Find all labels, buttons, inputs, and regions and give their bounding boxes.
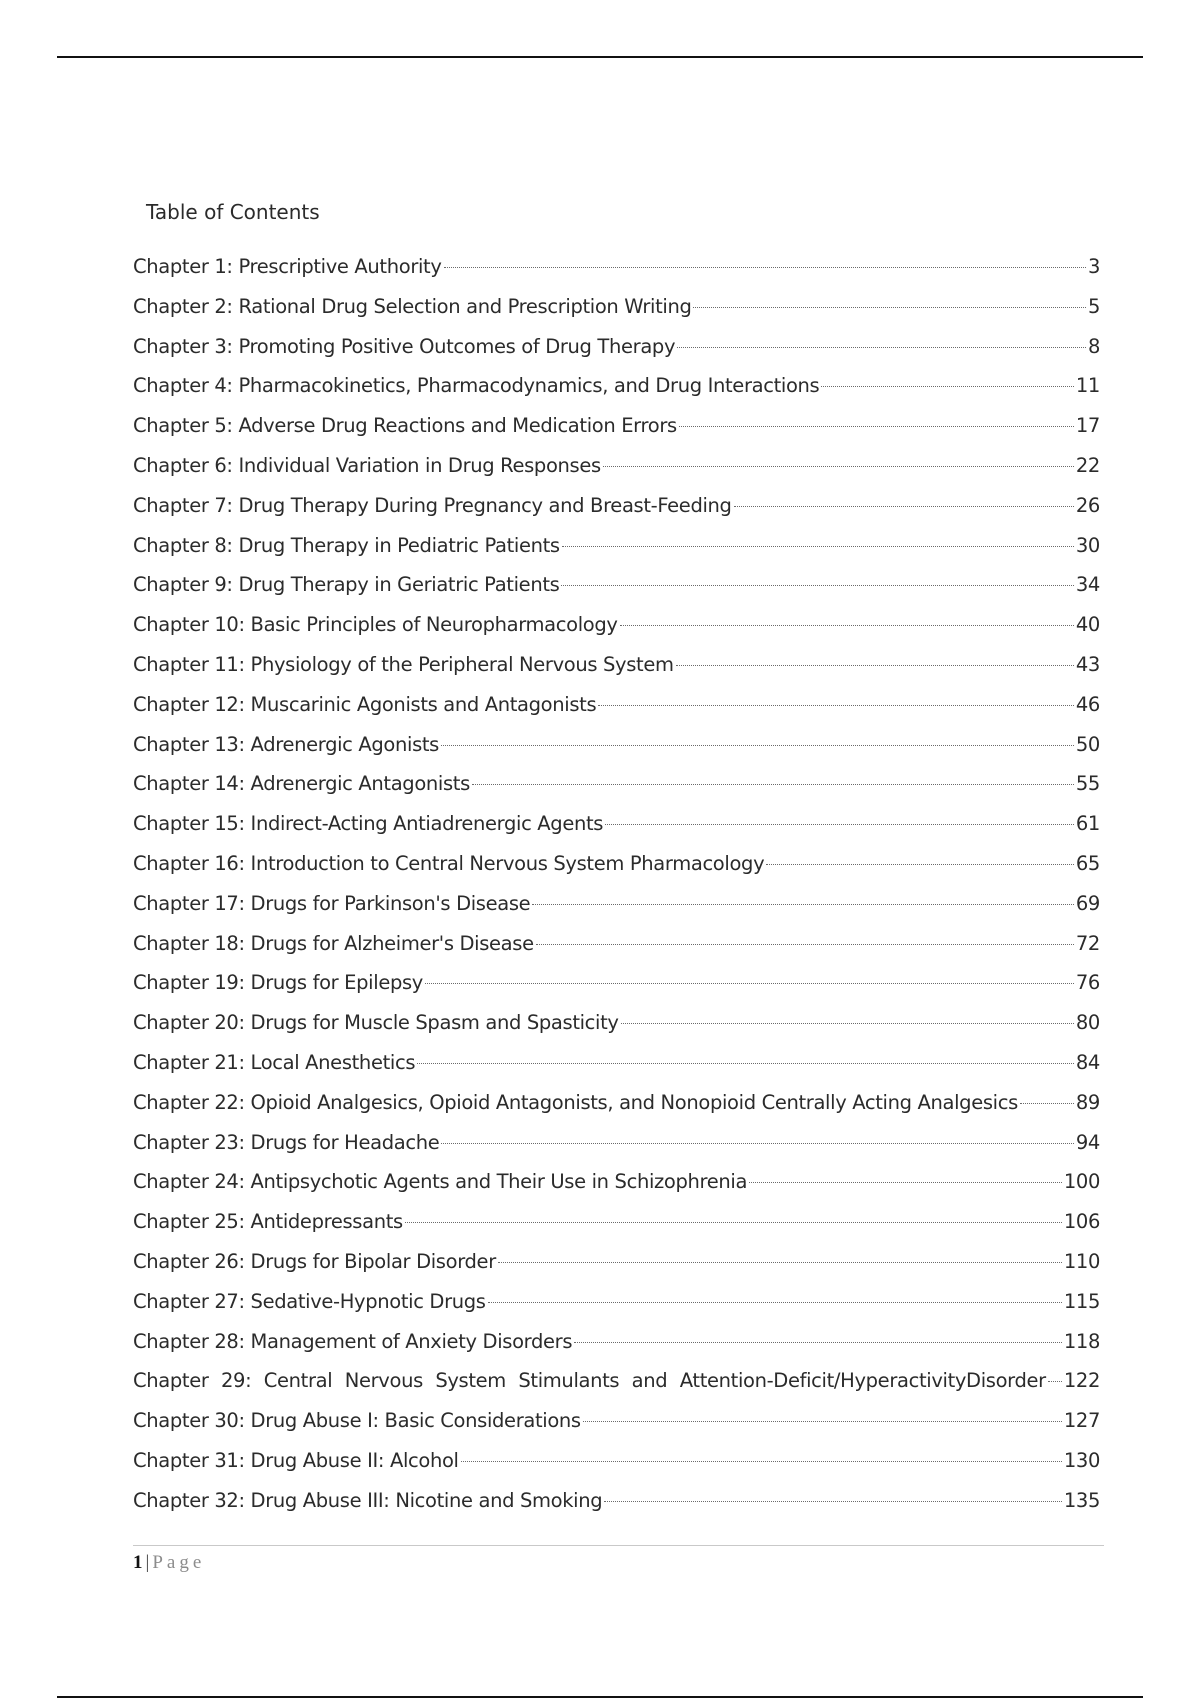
toc-entry-leader bbox=[441, 745, 1074, 746]
footer-page-number: 1 bbox=[133, 1552, 143, 1573]
toc-entry[interactable] bbox=[133, 810, 1100, 850]
toc-entry-label: Chapter 2: Rational Drug Selection and Prescription Writing bbox=[133, 294, 692, 318]
toc-entry-label: Chapter 29: Central Nervous System Stimulants and Attention-Deficit/HyperactivityDisorder bbox=[133, 1369, 1046, 1393]
toc-entry[interactable] bbox=[133, 253, 1100, 293]
toc-entry-page: 65 bbox=[1075, 851, 1100, 875]
toc-entry[interactable] bbox=[133, 611, 1100, 651]
toc-entry-page: 30 bbox=[1075, 533, 1100, 557]
toc-entry[interactable] bbox=[133, 333, 1100, 373]
toc-entry-label: Chapter 13: Adrenergic Agonists bbox=[133, 732, 439, 756]
toc-entry[interactable] bbox=[133, 890, 1100, 930]
toc-entry[interactable] bbox=[133, 969, 1100, 1009]
toc-entry-label: Chapter 11: Physiology of the Peripheral Nervous System bbox=[133, 652, 674, 676]
toc-entry-label: Chapter 25: Antidepressants bbox=[133, 1210, 403, 1234]
toc-entry-leader bbox=[693, 307, 1085, 308]
toc-entry-leader bbox=[488, 1302, 1062, 1303]
toc-entry-label: Chapter 4: Pharmacokinetics, Pharmacodynamics, and Drug Interactions bbox=[133, 374, 820, 398]
toc-entry-label: Chapter 5: Adverse Drug Reactions and Medication Errors bbox=[133, 414, 677, 438]
toc-entry-leader bbox=[676, 665, 1074, 666]
toc-entry-label: Chapter 22: Opioid Analgesics, Opioid Antagonists, and Nonopioid Centrally Acting Analgesics bbox=[133, 1090, 1018, 1114]
toc-entry-leader bbox=[734, 506, 1074, 507]
toc-entry[interactable] bbox=[133, 731, 1100, 771]
toc-entry[interactable] bbox=[133, 1367, 1100, 1407]
toc-entry-page: 118 bbox=[1063, 1329, 1100, 1353]
toc-entry-leader bbox=[1048, 1381, 1062, 1382]
toc-entry[interactable] bbox=[133, 1407, 1100, 1447]
toc-entry-page: 94 bbox=[1075, 1130, 1100, 1154]
toc-entry-leader bbox=[532, 904, 1074, 905]
toc-entry-page: 17 bbox=[1075, 414, 1100, 438]
header-rule bbox=[57, 56, 1143, 58]
toc-entry[interactable] bbox=[133, 691, 1100, 731]
toc-entry-leader bbox=[621, 1023, 1074, 1024]
toc-entry-leader bbox=[425, 983, 1074, 984]
toc-entry-leader bbox=[472, 784, 1074, 785]
toc-entry-label: Chapter 32: Drug Abuse III: Nicotine and Smoking bbox=[133, 1488, 603, 1512]
toc-entry-leader bbox=[677, 347, 1086, 348]
toc-entry[interactable] bbox=[133, 571, 1100, 611]
toc-entry-leader bbox=[749, 1182, 1062, 1183]
toc-entry-label: Chapter 3: Promoting Positive Outcomes of Drug Therapy bbox=[133, 334, 676, 358]
footer-page-word: Page bbox=[152, 1552, 206, 1573]
toc-entry-leader bbox=[620, 625, 1074, 626]
toc-entry[interactable] bbox=[133, 372, 1100, 412]
toc-entry-label: Chapter 18: Drugs for Alzheimer's Disease bbox=[133, 931, 534, 955]
toc-entry-label: Chapter 17: Drugs for Parkinson's Disease bbox=[133, 891, 531, 915]
toc-entry-leader bbox=[498, 1262, 1062, 1263]
toc-entry-leader bbox=[679, 426, 1074, 427]
toc-entry-label: Chapter 8: Drug Therapy in Pediatric Patients bbox=[133, 533, 560, 557]
toc-entry-page: 106 bbox=[1063, 1210, 1100, 1234]
toc-entry-leader bbox=[821, 386, 1074, 387]
toc-entry-page: 61 bbox=[1075, 812, 1100, 836]
toc-entry-leader bbox=[461, 1461, 1062, 1462]
toc-entry[interactable] bbox=[133, 850, 1100, 890]
toc-entry-page: 89 bbox=[1075, 1090, 1100, 1114]
toc-entry[interactable] bbox=[133, 1129, 1100, 1169]
toc-entry-page: 110 bbox=[1063, 1249, 1100, 1273]
toc-entry-page: 127 bbox=[1063, 1409, 1100, 1433]
toc-entry[interactable] bbox=[133, 1208, 1100, 1248]
toc-entry-label: Chapter 9: Drug Therapy in Geriatric Patients bbox=[133, 573, 560, 597]
toc-entry-page: 76 bbox=[1075, 971, 1100, 995]
toc-entry-leader bbox=[583, 1421, 1062, 1422]
toc-entry[interactable] bbox=[133, 1328, 1100, 1368]
toc-list bbox=[133, 253, 1100, 1527]
toc-entry-leader bbox=[604, 1501, 1062, 1502]
toc-entry-leader bbox=[536, 944, 1074, 945]
toc-entry-label: Chapter 14: Adrenergic Antagonists bbox=[133, 772, 470, 796]
toc-entry-page: 26 bbox=[1075, 493, 1100, 517]
toc-entry-leader bbox=[444, 267, 1086, 268]
toc-entry[interactable] bbox=[133, 1049, 1100, 1089]
toc-entry[interactable] bbox=[133, 532, 1100, 572]
toc-entry-label: Chapter 27: Sedative-Hypnotic Drugs bbox=[133, 1289, 486, 1313]
toc-entry[interactable] bbox=[133, 452, 1100, 492]
toc-entry-page: 43 bbox=[1075, 652, 1100, 676]
toc-entry-page: 50 bbox=[1075, 732, 1100, 756]
toc-entry-label: Chapter 26: Drugs for Bipolar Disorder bbox=[133, 1249, 496, 1273]
toc-entry-leader bbox=[603, 466, 1074, 467]
toc-entry[interactable] bbox=[133, 770, 1100, 810]
toc-entry-leader bbox=[1020, 1103, 1074, 1104]
toc-entry-page: 22 bbox=[1075, 453, 1100, 477]
toc-entry-page: 130 bbox=[1063, 1448, 1100, 1472]
toc-entry-page: 84 bbox=[1075, 1050, 1100, 1074]
toc-entry[interactable] bbox=[133, 1168, 1100, 1208]
bottom-rule bbox=[57, 1696, 1143, 1698]
toc-entry-label: Chapter 21: Local Anesthetics bbox=[133, 1050, 416, 1074]
toc-entry-label: Chapter 1: Prescriptive Authority bbox=[133, 255, 442, 278]
toc-entry[interactable] bbox=[133, 1447, 1100, 1487]
toc-entry-label: Chapter 28: Management of Anxiety Disorders bbox=[133, 1329, 573, 1353]
toc-entry[interactable] bbox=[133, 930, 1100, 970]
footer-separator: | bbox=[145, 1552, 150, 1573]
toc-entry-page: 80 bbox=[1075, 1011, 1100, 1035]
toc-entry-label: Chapter 15: Indirect-Acting Antiadrenergic Agents bbox=[133, 812, 604, 836]
toc-entry-leader bbox=[561, 585, 1073, 586]
toc-entry[interactable] bbox=[133, 1288, 1100, 1328]
toc-entry-leader bbox=[417, 1063, 1074, 1064]
toc-entry-label: Chapter 16: Introduction to Central Nervous System Pharmacology bbox=[133, 851, 765, 875]
toc-entry-page: 115 bbox=[1063, 1289, 1100, 1313]
page-footer bbox=[133, 1550, 205, 1576]
toc-entry-page: 46 bbox=[1075, 692, 1100, 716]
toc-entry[interactable] bbox=[133, 492, 1100, 532]
toc-entry-page: 3 bbox=[1087, 255, 1100, 278]
toc-entry-label: Chapter 10: Basic Principles of Neuropharmacology bbox=[133, 613, 618, 637]
toc-entry[interactable] bbox=[133, 412, 1100, 452]
toc-entry-label: Chapter 23: Drugs for Headache bbox=[133, 1130, 440, 1154]
toc-entry-leader bbox=[405, 1222, 1062, 1223]
toc-entry-label: Chapter 12: Muscarinic Agonists and Antagonists bbox=[133, 692, 597, 716]
toc-title: Table of Contents bbox=[146, 200, 320, 224]
toc-entry[interactable] bbox=[133, 1248, 1100, 1288]
toc-entry-leader bbox=[441, 1143, 1073, 1144]
toc-entry-page: 100 bbox=[1063, 1170, 1100, 1194]
toc-entry-leader bbox=[562, 546, 1074, 547]
toc-entry-page: 69 bbox=[1075, 891, 1100, 915]
toc-entry-leader bbox=[605, 824, 1074, 825]
toc-entry-page: 8 bbox=[1087, 334, 1100, 358]
toc-entry-leader bbox=[766, 864, 1074, 865]
toc-entry-leader bbox=[598, 705, 1074, 706]
toc-entry-label: Chapter 24: Antipsychotic Agents and Their Use in Schizophrenia bbox=[133, 1170, 748, 1194]
toc-entry-leader bbox=[574, 1342, 1062, 1343]
toc-entry-label: Chapter 19: Drugs for Epilepsy bbox=[133, 971, 423, 995]
toc-entry[interactable] bbox=[133, 293, 1100, 333]
toc-entry-page: 55 bbox=[1075, 772, 1100, 796]
toc-entry-label: Chapter 20: Drugs for Muscle Spasm and Spasticity bbox=[133, 1011, 619, 1035]
toc-entry[interactable] bbox=[133, 1487, 1100, 1527]
toc-entry-page: 135 bbox=[1063, 1488, 1100, 1512]
toc-entry-page: 5 bbox=[1087, 294, 1100, 318]
toc-entry-label: Chapter 7: Drug Therapy During Pregnancy and Breast-Feeding bbox=[133, 493, 732, 517]
toc-entry[interactable] bbox=[133, 1089, 1100, 1129]
toc-entry-label: Chapter 30: Drug Abuse I: Basic Considerations bbox=[133, 1409, 581, 1433]
toc-entry-label: Chapter 6: Individual Variation in Drug Responses bbox=[133, 453, 601, 477]
toc-entry-page: 40 bbox=[1075, 613, 1100, 637]
toc-entry-page: 72 bbox=[1075, 931, 1100, 955]
toc-entry-page: 122 bbox=[1063, 1369, 1100, 1393]
toc-entry-page: 34 bbox=[1075, 573, 1100, 597]
toc-entry[interactable] bbox=[133, 1009, 1100, 1049]
toc-entry-label: Chapter 31: Drug Abuse II: Alcohol bbox=[133, 1448, 459, 1472]
footer-rule bbox=[133, 1545, 1104, 1546]
toc-entry[interactable] bbox=[133, 651, 1100, 691]
toc-entry-page: 11 bbox=[1075, 374, 1100, 398]
